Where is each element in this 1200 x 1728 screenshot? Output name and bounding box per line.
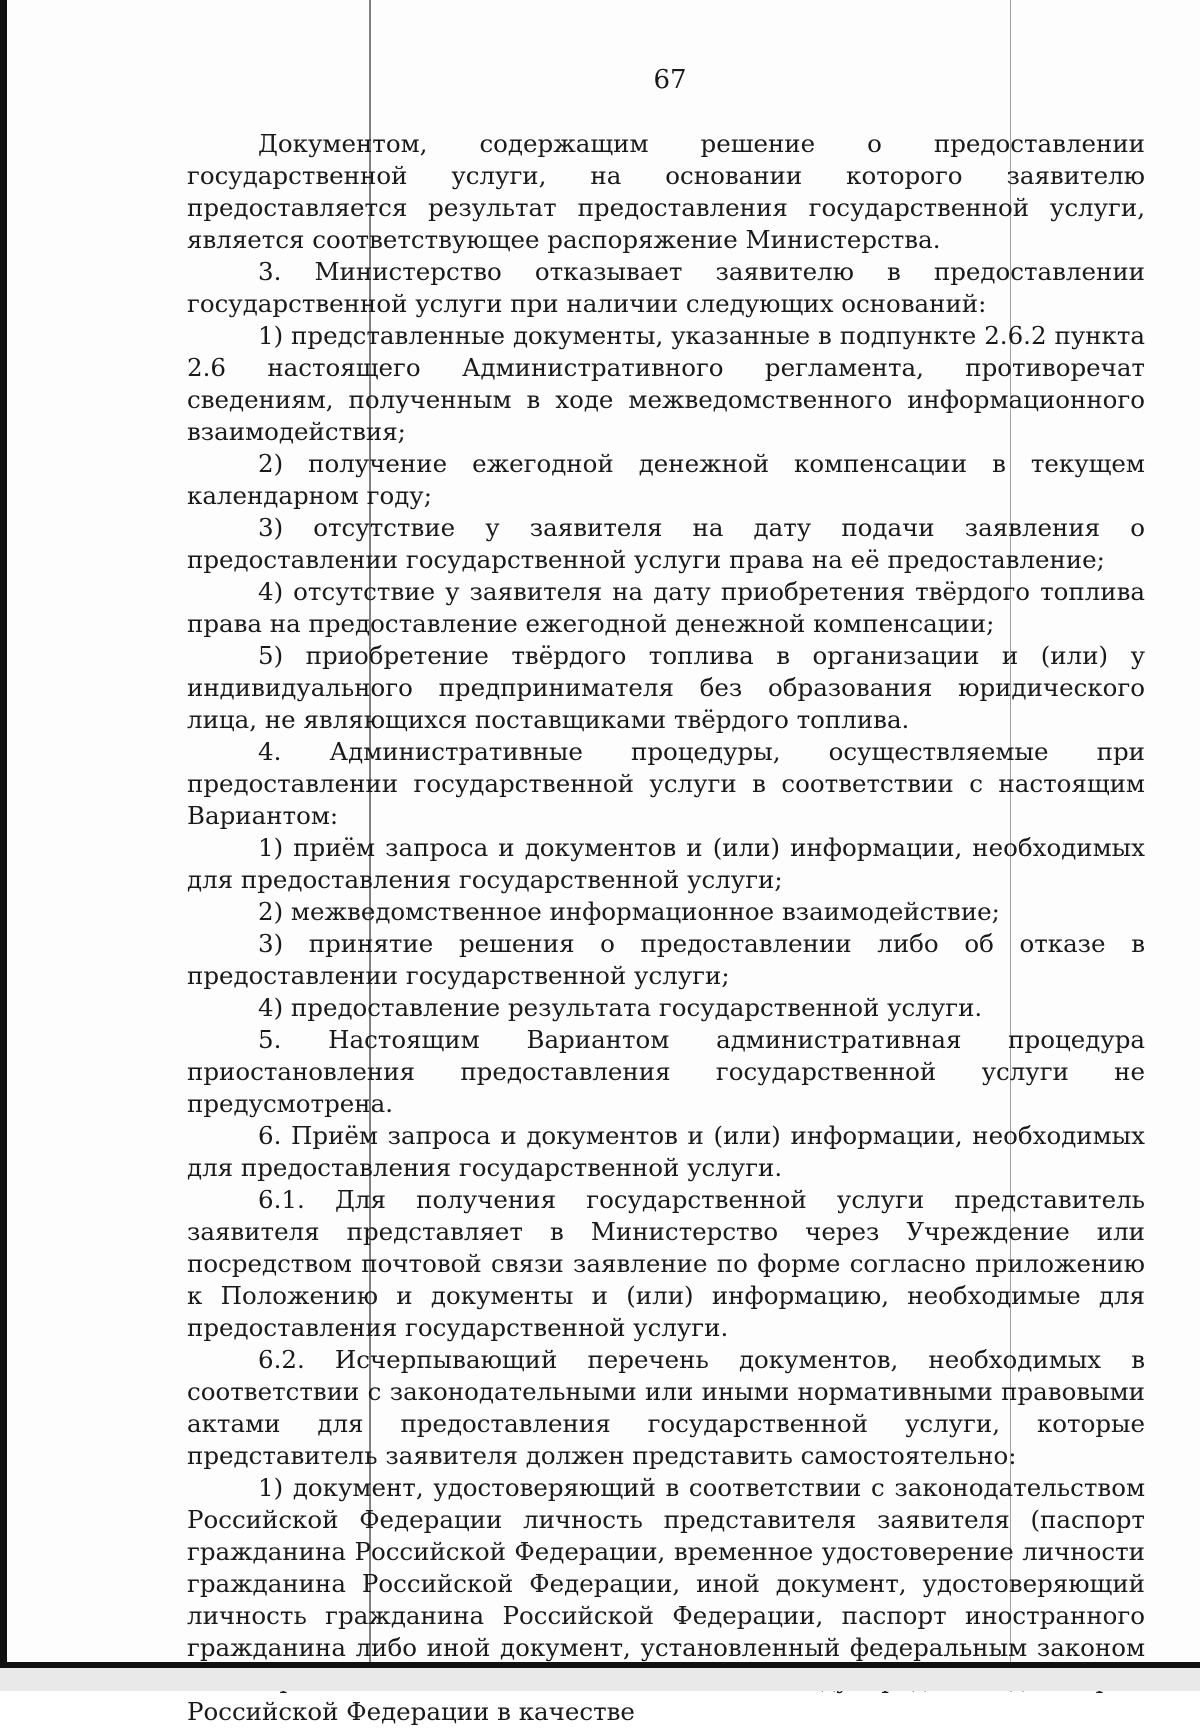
paragraph: 1) представленные документы, указанные в подпункте 2.6.2 пункта 2.6 настоящего Административного регламента, противоречат сведениям, полученным в ходе межведомственного информационного взаимодействия; [187, 321, 1145, 446]
paragraph: 1) документ, удостоверяющий в соответствии с законодательством Российской Федерации личность представителя заявителя (паспорт гражданина Российской Федерации, временное удостоверение личности гражданина Российской Федерации, иной документ, удостоверяющий личность гражданина Российской Федерации, паспорт иностранного гражданина либо иной документ, установленный федеральным законом Российской Федерации в качестве [187, 1473, 1145, 1726]
paragraph: 4) отсутствие у заявителя на дату приобретения твёрдого топлива права на предоставление ежегодной денежной компенсации; [187, 577, 1145, 638]
paragraph: 5) приобретение твёрдого топлива в организации и (или) у индивидуального предпринимателя без образования юридического лица, не являющихся поставщиками твёрдого топлива. [187, 641, 1145, 734]
document-body [187, 128, 1145, 1728]
scan-edge-left [0, 0, 7, 1691]
paragraph: 2) межведомственное информационное взаимодействие; [258, 897, 1000, 926]
paragraph: 3) принятие решения о предоставлении либо об отказе в предоставлении государственной услуги; [187, 929, 1145, 990]
paragraph: 6.2. Исчерпывающий перечень документов, необходимых в соответствии с законодательными или иными нормативными правовыми актами для предоставления государственной услуги, которые представитель заявителя должен представить самостоятельно: [187, 1345, 1145, 1470]
paragraph: Документом, содержащим решение о предоставлении государственной услуги, на основании которого заявителю предоставляется результат предоставления государственной услуги, является соответствующее распоряжение Министерства. [187, 129, 1145, 254]
paragraph: 5. Настоящим Вариантом административная процедура приостановления предоставления государственной услуги не предусмотрена. [187, 1025, 1145, 1118]
paragraph: 6.1. Для получения государственной услуги представитель заявителя представляет в Министерство через Учреждение или посредством почтовой связи заявление по форме согласно приложению к Положению и документы и (или) информацию, необходимые для предоставления государственной услуги. [187, 1185, 1145, 1342]
paragraph: 3. Министерство отказывает заявителю в предоставлении государственной услуги при наличии следующих оснований: [187, 257, 1145, 318]
paragraph: 4) предоставление результата государственной услуги. [258, 993, 983, 1022]
paragraph: 1) приём запроса и документов и (или) информации, необходимых для предоставления государственной услуги; [187, 833, 1145, 894]
paragraph: 6. Приём запроса и документов и (или) информации, необходимых для предоставления государственной услуги. [187, 1121, 1145, 1182]
paragraph: 3) отсутствие у заявителя на дату подачи заявления о предоставлении государственной услуги права на её предоставление; [187, 513, 1145, 574]
paragraph: 4. Административные процедуры, осуществляемые при предоставлении государственной услуги в соответствии с настоящим Вариантом: [187, 737, 1145, 830]
page-number: 67 [653, 65, 687, 95]
paragraph: 2) получение ежегодной денежной компенсации в текущем календарном году; [187, 449, 1145, 510]
scan-shadow-bottom [0, 1668, 1200, 1691]
